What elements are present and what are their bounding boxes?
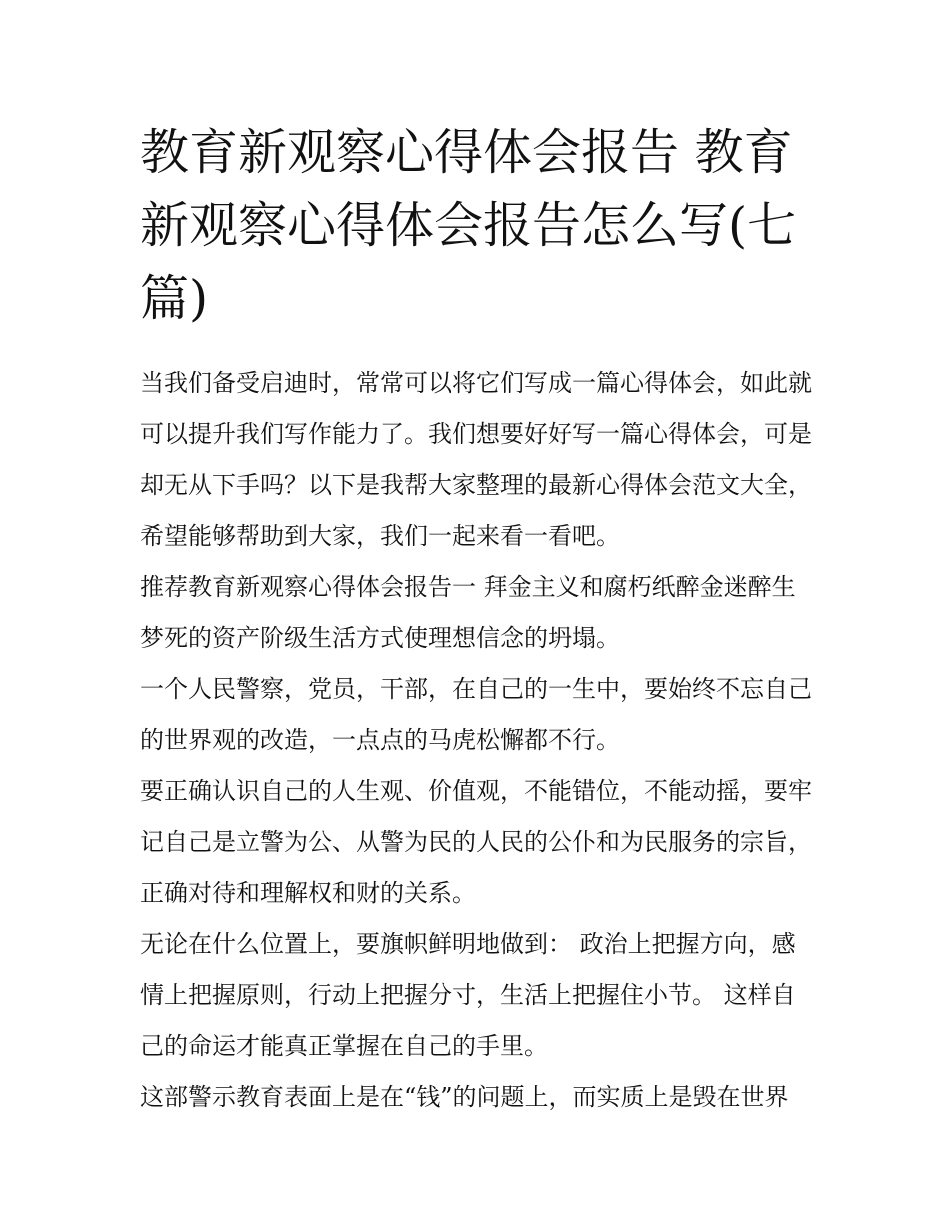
paragraph: 推荐教育新观察心得体会报告一 拜金主义和腐朽纸醉金迷醉生梦死的资产阶级生活方式使理想信念的坍塌。 <box>140 573 796 652</box>
paragraph: 这部警示教育表面上是在“钱”的问题上，而实质上是毁在世界 <box>140 1083 789 1111</box>
document-body <box>140 358 812 1123</box>
paragraph: 一个人民警察，党员，干部，在自己的一生中，要始终不忘自己的世界观的改造，一点点的马虎松懈都不行。 <box>140 675 812 754</box>
paragraph: 要正确认识自己的人生观、价值观，不能错位，不能动摇，要牢记自己是立警为公、从警为民的人民的公仆和为民服务的宗旨，正确对待和理解权和财的关系。 <box>140 777 812 907</box>
paragraph: 当我们备受启迪时，常常可以将它们写成一篇心得体会，如此就可以提升我们写作能力了。我们想要好好写一篇心得体会，可是却无从下手吗？以下是我帮大家整理的最新心得体会范文大全，希望能够帮助到大家，我们一起来看一看吧。 <box>140 369 812 550</box>
document-content <box>140 116 812 1123</box>
document-title: 教育新观察心得体会报告 教育新观察心得体会报告怎么写(七篇) <box>140 124 797 327</box>
paragraph: 无论在什么位置上，要旗帜鲜明地做到： 政治上把握方向，感情上把握原则，行动上把握分寸，生活上把握住小节。 这样自己的命运才能真正掌握在自己的手里。 <box>140 930 796 1060</box>
